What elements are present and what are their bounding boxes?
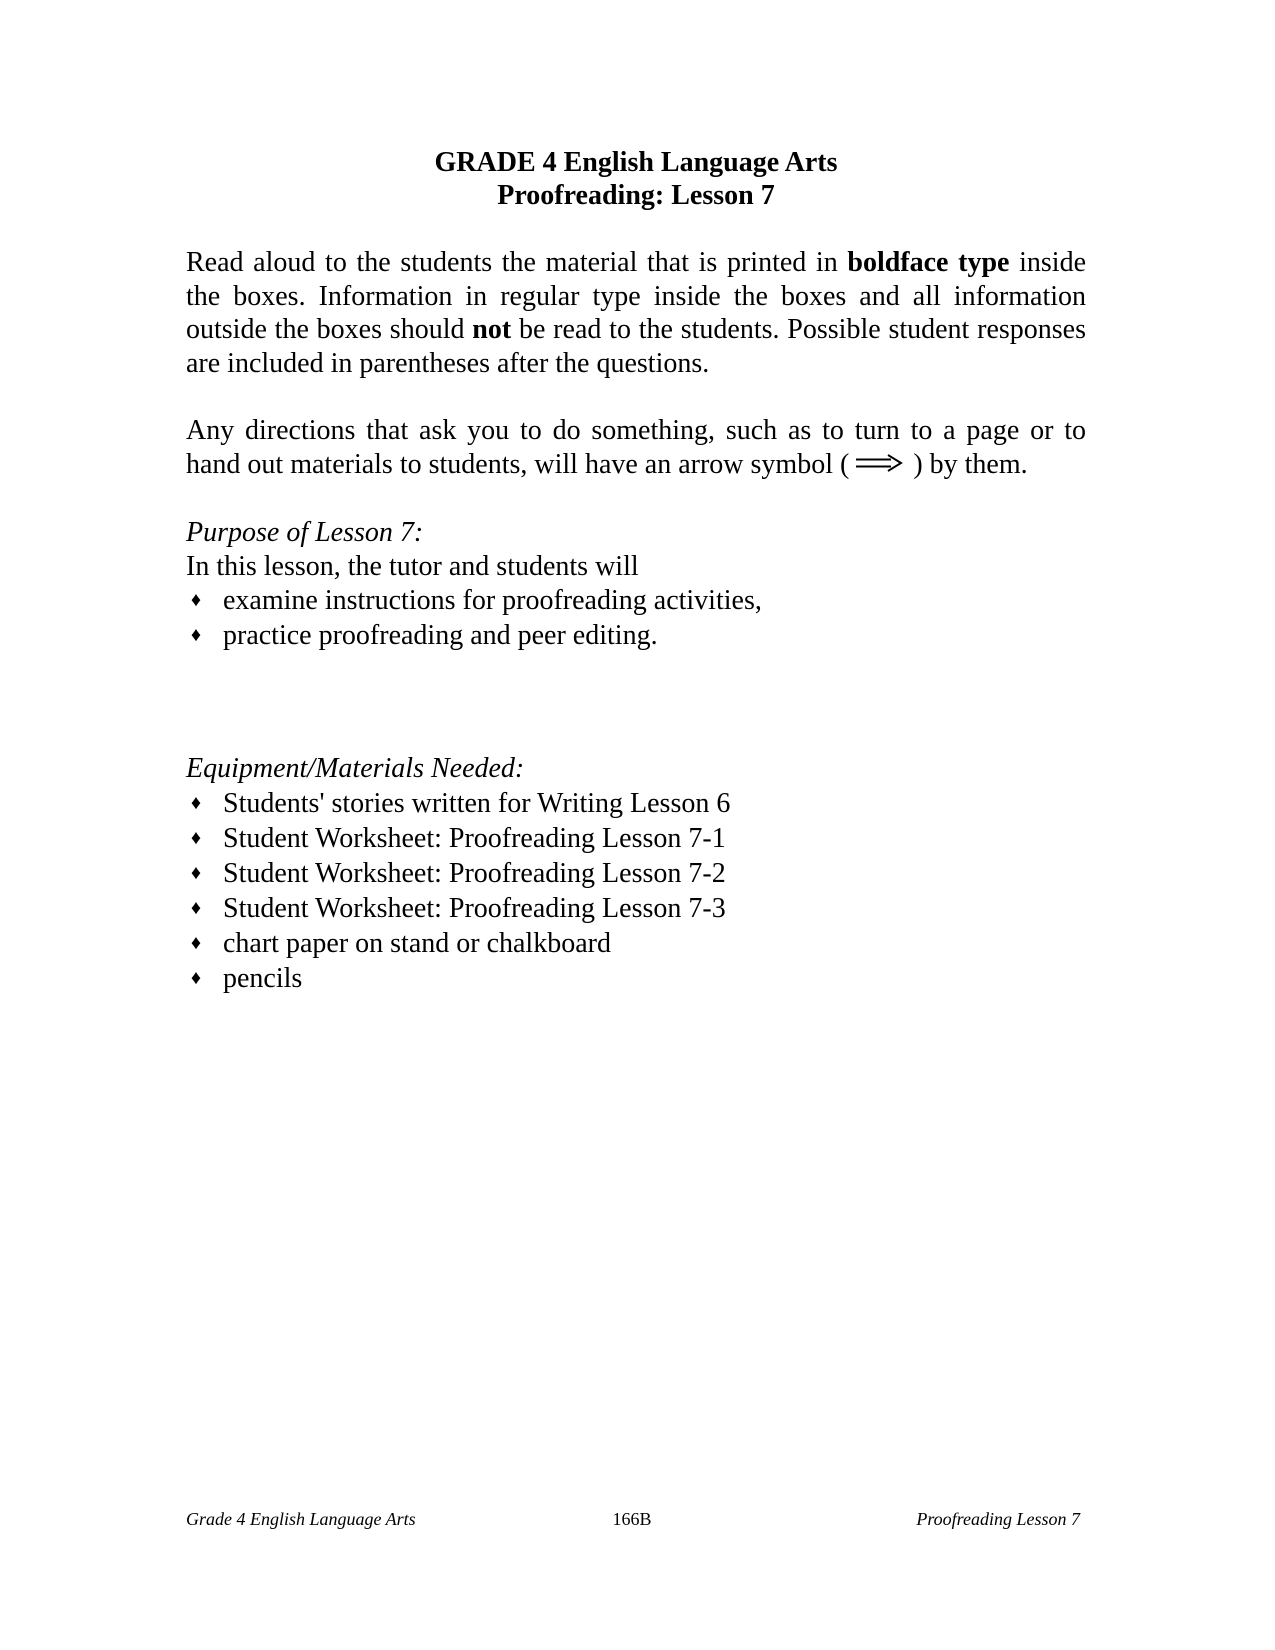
intro-bold-not: not bbox=[472, 314, 512, 345]
intro-text-2: inside the boxes. Information in regular type inside the boxes and all information outside the boxes should bbox=[186, 247, 1087, 345]
list-item: ♦ practice proofreading and peer editing. bbox=[186, 618, 1086, 653]
equipment-list bbox=[186, 786, 1086, 996]
purpose-lead: In this lesson, the tutor and students will bbox=[186, 550, 639, 582]
diamond-bullet-icon: ♦ bbox=[190, 826, 202, 849]
diamond-bullet-icon: ♦ bbox=[190, 624, 202, 646]
directions-paragraph bbox=[186, 414, 1086, 483]
equipment-section bbox=[186, 752, 1086, 996]
page-number: 166B bbox=[612, 1509, 652, 1529]
equipment-heading: Equipment/Materials Needed: bbox=[186, 753, 525, 784]
page-title bbox=[186, 146, 1086, 212]
footer-left: Grade 4 English Language Arts bbox=[186, 1509, 416, 1529]
purpose-heading: Purpose of Lesson 7: bbox=[186, 517, 424, 548]
diamond-bullet-icon: ♦ bbox=[190, 896, 202, 919]
diamond-bullet-icon: ♦ bbox=[190, 589, 202, 611]
list-item: ♦ examine instructions for proofreading activities, bbox=[186, 583, 1086, 618]
list-item: ♦ Student Worksheet: Proofreading Lesson 7-1 bbox=[186, 821, 1086, 856]
intro-paragraph bbox=[186, 246, 1086, 380]
intro-text-3: be read to the students. Possible student responses are included in parentheses after the questions. bbox=[186, 314, 1086, 379]
list-item: ♦ chart paper on stand or chalkboard bbox=[186, 926, 1086, 961]
list-item: ♦ pencils bbox=[186, 961, 1086, 996]
list-item: ♦ Student Worksheet: Proofreading Lesson 7-3 bbox=[186, 891, 1086, 926]
intro-bold-boldface: boldface type bbox=[847, 247, 1010, 278]
right-arrow-icon bbox=[855, 447, 903, 481]
footer-right: Proofreading Lesson 7 bbox=[916, 1509, 1080, 1529]
list-item: ♦ Students' stories written for Writing Lesson 6 bbox=[186, 786, 1086, 821]
directions-text-2: ) by them. bbox=[913, 448, 1028, 480]
diamond-bullet-icon: ♦ bbox=[190, 931, 202, 954]
diamond-bullet-icon: ♦ bbox=[190, 861, 202, 884]
diamond-bullet-icon: ♦ bbox=[190, 791, 202, 814]
directions-text-1: Any directions that ask you to do something, such as to turn to a page or to hand out materials to students, will have an arrow symbol ( bbox=[186, 415, 1086, 480]
list-item: ♦ Student Worksheet: Proofreading Lesson 7-2 bbox=[186, 856, 1086, 891]
intro-text-1: Read aloud to the students the material that is printed in bbox=[186, 247, 848, 278]
purpose-section bbox=[186, 516, 1086, 653]
title-line-2: Proofreading: Lesson 7 bbox=[497, 180, 775, 211]
diamond-bullet-icon: ♦ bbox=[190, 966, 202, 989]
purpose-list bbox=[186, 583, 1086, 653]
title-line-1: GRADE 4 English Language Arts bbox=[434, 147, 838, 178]
